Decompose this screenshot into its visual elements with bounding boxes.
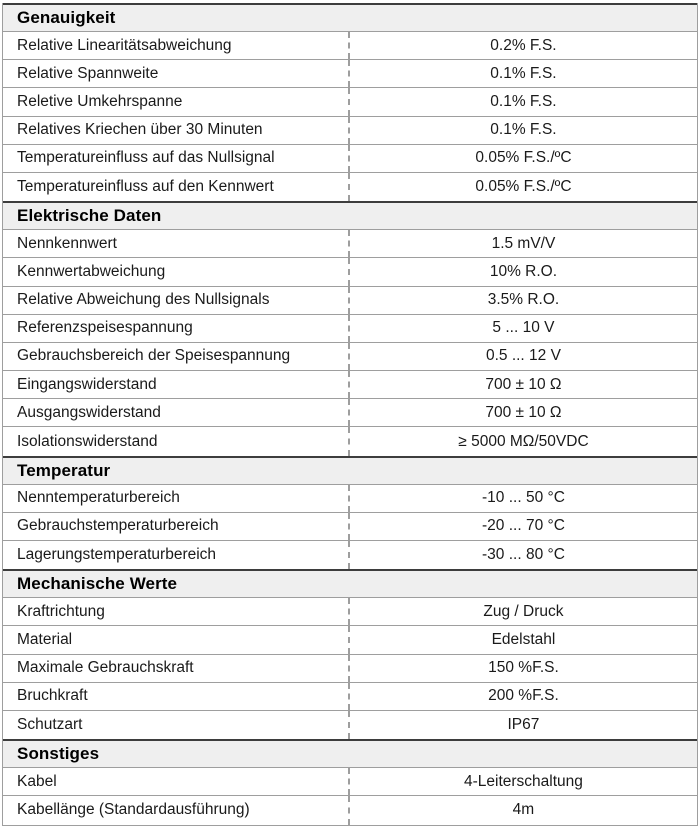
table-row (3, 485, 697, 513)
table-row (3, 287, 697, 315)
table-row (3, 145, 697, 173)
spec-label: Referenzspeisespannung (17, 319, 193, 337)
spec-value: 0.5 ... 12 V (348, 343, 697, 370)
spec-value: ≥ 5000 MΩ/50VDC (348, 427, 697, 455)
section-title: Genauigkeit (17, 8, 116, 27)
table-row (3, 343, 697, 371)
spec-value: -10 ... 50 °C (348, 485, 697, 512)
table-row (3, 60, 697, 88)
spec-value: 0.2% F.S. (348, 32, 697, 59)
table-row (3, 427, 697, 455)
spec-label: Ausgangswiderstand (17, 403, 161, 421)
spec-value: IP67 (348, 711, 697, 739)
spec-value: -20 ... 70 °C (348, 513, 697, 540)
spec-value: 10% R.O. (348, 258, 697, 285)
spec-value: -30 ... 80 °C (348, 541, 697, 569)
spec-label: Gebrauchsbereich der Speisespannung (17, 347, 291, 365)
table-row (3, 32, 697, 60)
section-header (3, 739, 697, 768)
spec-value: 0.1% F.S. (348, 88, 697, 115)
table-row (3, 88, 697, 116)
table-row (3, 258, 697, 286)
table-row (3, 371, 697, 399)
spec-value: 0.1% F.S. (348, 60, 697, 87)
table-section (3, 201, 697, 456)
spec-value: Edelstahl (348, 626, 697, 653)
spec-label: Reletive Umkehrspanne (17, 92, 183, 110)
spec-label: Relative Abweichung des Nullsignals (17, 291, 270, 309)
spec-label: Temperatureinfluss auf das Nullsignal (17, 149, 275, 167)
spec-value: 5 ... 10 V (348, 315, 697, 342)
spec-label: Schutzart (17, 716, 83, 734)
spec-label: Relative Spannweite (17, 64, 159, 82)
spec-value: 0.1% F.S. (348, 117, 697, 144)
table-row (3, 683, 697, 711)
spec-value: 700 ± 10 Ω (348, 371, 697, 398)
section-title: Temperatur (17, 460, 111, 480)
table-section (3, 569, 697, 739)
table-row (3, 513, 697, 541)
spec-value: 0.05% F.S./ºC (348, 173, 697, 201)
spec-label: Relative Linearitätsabweichung (17, 36, 232, 54)
table-row (3, 315, 697, 343)
section-title: Mechanische Werte (17, 574, 178, 594)
spec-value: 0.05% F.S./ºC (348, 145, 697, 172)
spec-label: Kraftrichtung (17, 602, 105, 620)
spec-value: 150 %F.S. (348, 655, 697, 682)
spec-label: Nennkennwert (17, 234, 117, 252)
spec-table (2, 3, 698, 826)
spec-label: Nenntemperaturbereich (17, 489, 180, 507)
table-section (3, 739, 697, 824)
table-row (3, 598, 697, 626)
table-section (3, 3, 697, 201)
spec-value: 1.5 mV/V (348, 230, 697, 257)
table-row (3, 117, 697, 145)
spec-value: 4-Leiterschaltung (348, 768, 697, 795)
spec-value: 3.5% R.O. (348, 287, 697, 314)
table-row (3, 655, 697, 683)
table-row (3, 230, 697, 258)
spec-label: Gebrauchstemperaturbereich (17, 517, 219, 535)
section-header (3, 3, 697, 32)
spec-value: 700 ± 10 Ω (348, 399, 697, 426)
spec-label: Kabel (17, 772, 57, 790)
spec-value: 200 %F.S. (348, 683, 697, 710)
section-title: Elektrische Daten (17, 206, 162, 226)
spec-label: Kennwertabweichung (17, 262, 166, 280)
section-header (3, 201, 697, 230)
spec-value: Zug / Druck (348, 598, 697, 625)
spec-label: Relatives Kriechen über 30 Minuten (17, 121, 263, 139)
section-header (3, 456, 697, 485)
spec-label: Material (17, 630, 73, 648)
section-header (3, 569, 697, 598)
table-row (3, 541, 697, 569)
spec-label: Eingangswiderstand (17, 375, 157, 393)
spec-label: Kabellänge (Standardausführung) (17, 801, 250, 819)
spec-label: Temperatureinfluss auf den Kennwert (17, 178, 274, 196)
table-row (3, 711, 697, 739)
table-row (3, 626, 697, 654)
table-section (3, 456, 697, 570)
table-row (3, 768, 697, 796)
spec-value: 4m (348, 796, 697, 824)
table-row (3, 173, 697, 201)
spec-label: Lagerungstemperaturbereich (17, 546, 217, 564)
table-row (3, 796, 697, 824)
spec-label: Bruchkraft (17, 687, 88, 705)
spec-label: Maximale Gebrauchskraft (17, 659, 194, 677)
spec-label: Isolationswiderstand (17, 432, 158, 450)
table-row (3, 399, 697, 427)
section-title: Sonstiges (17, 744, 100, 764)
